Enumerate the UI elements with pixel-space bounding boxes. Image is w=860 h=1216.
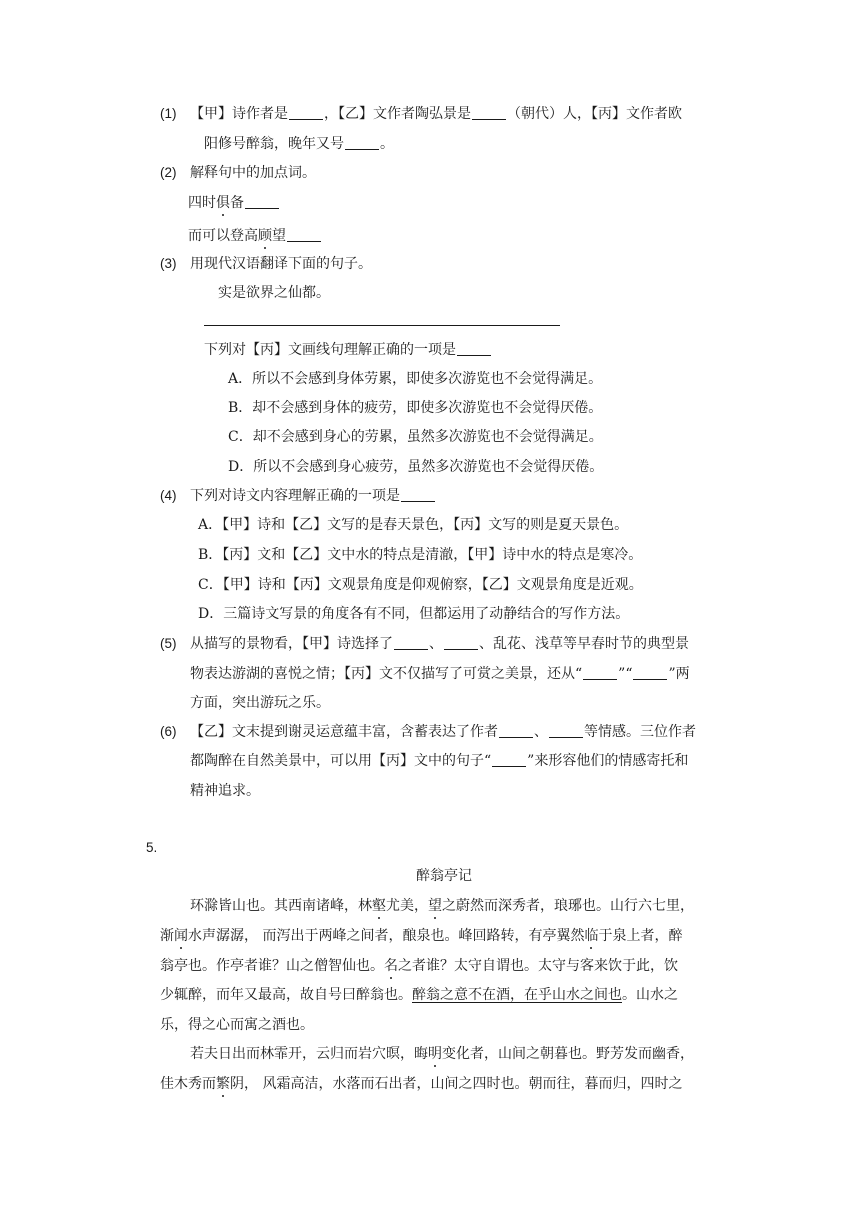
text: 少辄醉，而年又最高，故自号曰醉翁也。 <box>160 987 412 1003</box>
dotted-word: 俱 <box>216 195 230 211</box>
question-4-number: (4) <box>160 488 177 503</box>
text: 渐 <box>160 928 174 944</box>
passage-line <box>160 926 682 946</box>
passage-line <box>160 956 678 976</box>
question-5-number: (5) <box>160 636 177 651</box>
text: 。 <box>380 136 394 152</box>
question-5-line-1 <box>190 634 689 654</box>
dotted-word: 望 <box>428 898 442 914</box>
question-3-option-d[interactable]: D．所以不会感到身心疲劳，虽然多次游览也不会觉得厌倦。 <box>228 459 604 475</box>
text: 【乙】文末提到谢灵运意蕴丰富，含蓄表达了作者 <box>190 724 498 740</box>
question-3-number: (3) <box>160 256 177 271</box>
passage-title: 醉翁亭记 <box>416 868 472 884</box>
question-2-number: (2) <box>160 165 177 180</box>
question-6-line-2 <box>190 751 688 771</box>
answer-blank[interactable] <box>287 227 321 242</box>
text: 下列对【丙】文画线句理解正确的一项是 <box>204 342 456 358</box>
text: 于泉上者，醉 <box>598 928 683 944</box>
question-6-number: (6) <box>160 724 177 739</box>
question-2-text: 解释句中的加点词。 <box>190 165 316 181</box>
answer-blank[interactable] <box>492 752 526 767</box>
text: 阴， 风霜高洁，水落而石出者，山间之四时也。朝而往，暮而归，四时之 <box>230 1076 683 1092</box>
question-4-option-b[interactable]: B．【丙】文和【乙】文中水的特点是清澈，【甲】诗中水的特点是寒冷。 <box>198 547 643 563</box>
passage-line <box>160 985 678 1005</box>
text: 之蔚然而深秀者，琅琊也。山行六七里， <box>442 898 694 914</box>
dotted-word: 闻 <box>174 928 188 944</box>
question-2-item-b <box>188 226 322 246</box>
text: 望 <box>272 228 286 244</box>
text: （朝代）人，【丙】文作者欧 <box>507 106 682 122</box>
answer-blank[interactable] <box>583 665 617 680</box>
text: ”来形容他们的情感寄托和 <box>527 753 689 769</box>
dotted-word: 壑 <box>372 898 386 914</box>
answer-blank[interactable] <box>345 135 379 150</box>
question-1-line-1 <box>190 104 682 124</box>
answer-blank[interactable] <box>289 105 323 120</box>
answer-blank[interactable] <box>457 341 491 356</box>
question-3-option-c[interactable]: C．却不会感到身心的劳累，虽然多次游览也不会觉得满足。 <box>228 429 603 445</box>
text: 、乱花、浅草等早春时节的典型景 <box>479 636 689 652</box>
text: 尤美， <box>386 898 428 914</box>
question-6-line-1 <box>190 722 696 742</box>
text: ”两 <box>668 666 690 682</box>
question-3-option-a[interactable]: A．所以不会感到身体劳累，即使多次游览也不会觉得满足。 <box>228 371 603 387</box>
text: 【甲】诗作者是 <box>190 106 288 122</box>
text: ”“ <box>618 666 633 682</box>
text: ，【乙】文作者陶弘景是 <box>324 106 471 122</box>
answer-blank[interactable] <box>444 635 478 650</box>
question-4-text <box>190 486 436 506</box>
question-2-item-a <box>188 193 280 213</box>
text: 。山水之 <box>622 987 678 1003</box>
question-5-line-3: 方面，突出游玩之乐。 <box>190 695 330 711</box>
question-4-option-d[interactable]: D．三篇诗文写景的角度各有不同，但都运用了动静结合的写作方法。 <box>198 606 630 622</box>
answer-blank[interactable] <box>472 105 506 120</box>
text: 而可以登高 <box>188 228 258 244</box>
question-4-option-c[interactable]: C．【甲】诗和【丙】文观景角度是仰观俯察，【乙】文观景角度是近观。 <box>198 577 643 593</box>
text: 物表达游湖的喜悦之情；【丙】文不仅描写了可赏之美景，还从“ <box>190 666 583 682</box>
answer-blank[interactable] <box>394 635 428 650</box>
question-6-line-3: 精神追求。 <box>190 783 260 799</box>
answer-blank[interactable] <box>633 665 667 680</box>
dotted-word: 繁 <box>216 1076 230 1092</box>
text: 等情感。三位作者 <box>584 724 696 740</box>
passage-line <box>160 1074 682 1094</box>
question-3-mc-stem <box>204 340 492 360</box>
text: 水声潺潺， 而泻出于两峰之间者，酿泉也。峰回路转，有亭翼然 <box>188 928 585 944</box>
question-1-line-2 <box>204 134 394 154</box>
text: 翁亭也。作亭者谁？山之僧智仙也。 <box>160 958 384 974</box>
text: 备 <box>230 195 244 211</box>
question-number-5: 5. <box>146 840 158 855</box>
dotted-word: 顾 <box>258 228 272 244</box>
text: 环滁皆山也。其西南诸峰，林 <box>190 898 372 914</box>
text: 佳木秀而 <box>160 1076 216 1092</box>
text: 之者谁？太守自谓也。太守与客来饮于此，饮 <box>398 958 678 974</box>
dotted-word: 明 <box>428 1046 442 1062</box>
underlined-sentence: 醉翁之意不在酒，在乎山水之间也 <box>412 987 622 1003</box>
question-1-number: (1) <box>160 106 177 121</box>
question-4-option-a[interactable]: A．【甲】诗和【乙】文写的是春天景色，【丙】文写的则是夏天景色。 <box>198 517 629 533</box>
text: 、 <box>429 636 443 652</box>
answer-line[interactable] <box>204 325 560 326</box>
answer-blank[interactable] <box>401 487 435 502</box>
passage-line: 乐，得之心而寓之酒也。 <box>160 1017 314 1033</box>
text: 从描写的景物看，【甲】诗选择了 <box>190 636 393 652</box>
text: 若夫日出而林霏开，云归而岩穴暝，晦 <box>190 1046 428 1062</box>
text: 都陶醉在自然美景中，可以用【丙】文中的句子“ <box>190 753 492 769</box>
passage-line <box>190 1044 694 1064</box>
question-5-line-2 <box>190 664 690 684</box>
text: 下列对诗文内容理解正确的一项是 <box>190 488 400 504</box>
answer-blank[interactable] <box>549 723 583 738</box>
text: 阳修号醉翁，晚年又号 <box>204 136 344 152</box>
question-3-option-b[interactable]: B．却不会感到身体的疲劳，即使多次游览也不会觉得厌倦。 <box>228 400 603 416</box>
answer-blank[interactable] <box>245 194 279 209</box>
dotted-word: 名 <box>384 958 398 974</box>
answer-blank[interactable] <box>499 723 533 738</box>
text: 变化者，山间之朝暮也。野芳发而幽香， <box>442 1046 694 1062</box>
question-3-sentence: 实是欲界之仙都。 <box>218 285 330 301</box>
passage-line <box>190 896 694 916</box>
question-3-text: 用现代汉语翻译下面的句子。 <box>190 256 372 272</box>
dotted-word: 临 <box>584 928 599 944</box>
text: 、 <box>534 724 548 740</box>
text: 四时 <box>188 195 216 211</box>
